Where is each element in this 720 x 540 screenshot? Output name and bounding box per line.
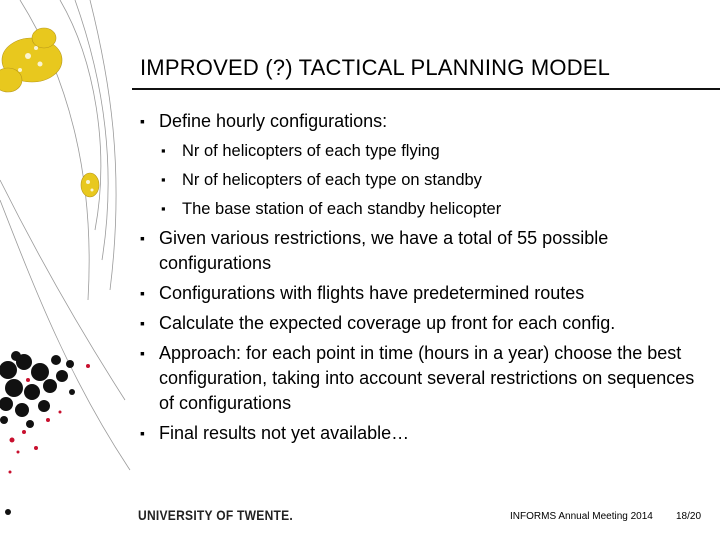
slide-content [140, 109, 710, 451]
bullet-item [140, 421, 710, 446]
bullet-text: Define hourly configurations: [159, 111, 388, 131]
sub-bullet-text: Nr of helicopters of each type flying [182, 142, 440, 160]
sub-bullet-item [140, 168, 710, 192]
bullet-text: Approach: for each point in time (hours in a year) choose the best configuration, taking into account several restrictions on sequences of configurations [159, 343, 695, 413]
page-number: 18/20 [676, 511, 702, 522]
bullet-item [140, 109, 710, 134]
bullet-item [140, 281, 710, 306]
sub-bullet-text: Nr of helicopters of each type on standby [182, 171, 482, 189]
bullet-text: Given various restrictions, we have a total of 55 possible configurations [159, 228, 609, 273]
sub-bullet-item [140, 197, 710, 221]
bullet-item [140, 341, 710, 416]
bullet-text: Calculate the expected coverage up front for each config. [159, 313, 616, 333]
bullet-item [140, 311, 710, 336]
decorative-artwork [0, 0, 140, 540]
title-divider [132, 88, 720, 90]
bullet-text: Configurations with flights have predetermined routes [159, 283, 585, 303]
slide-title: IMPROVED (?) TACTICAL PLANNING MODEL [140, 55, 611, 80]
university-logo: UNIVERSITY OF TWENTE. [138, 507, 294, 523]
sub-bullet-item [140, 139, 710, 163]
bullet-text: Final results not yet available… [159, 423, 410, 443]
bullet-item [140, 226, 710, 276]
sub-bullet-text: The base station of each standby helicopter [182, 200, 502, 218]
footer-meeting-name: INFORMS Annual Meeting 2014 [510, 511, 653, 522]
